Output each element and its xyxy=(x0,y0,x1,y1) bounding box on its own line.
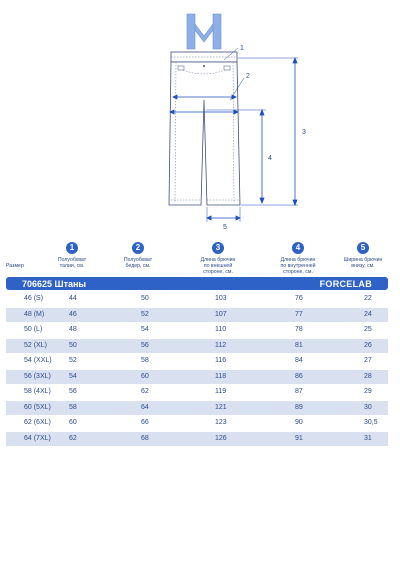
inner-length-cell: 87 xyxy=(295,388,303,395)
hem-width-cell: 28 xyxy=(364,372,372,380)
size-cell: 58 (4XL) xyxy=(24,388,51,395)
waist-cell: 58 xyxy=(69,403,77,411)
inner-length-cell: 76 xyxy=(295,295,303,302)
model-banner xyxy=(6,277,388,290)
hem-width-cell: 22 xyxy=(364,295,372,302)
hem-width-cell: 26 xyxy=(364,341,372,349)
hem-width-cell: 30,5 xyxy=(364,419,378,426)
table-row xyxy=(6,292,388,308)
table-row xyxy=(6,370,388,386)
measure-label-3: 3 xyxy=(302,129,306,136)
table-row xyxy=(6,339,388,355)
header-text: Длина брючин xyxy=(280,257,316,263)
measure-3 xyxy=(238,58,298,205)
table-row xyxy=(6,416,388,432)
table-row xyxy=(6,432,388,448)
header-number-2: 2 xyxy=(132,242,144,254)
table-row xyxy=(6,323,388,339)
header-number-3: 3 xyxy=(212,242,224,254)
hem-width-cell: 24 xyxy=(364,310,372,318)
hips-cell: 56 xyxy=(141,341,149,349)
hips-cell: 54 xyxy=(141,326,149,333)
outer-length-cell: 103 xyxy=(215,295,227,302)
measure-label-2: 2 xyxy=(246,73,250,80)
header-number-1: 1 xyxy=(66,242,78,254)
inner-length-cell: 81 xyxy=(295,341,303,349)
header-col-4 xyxy=(275,242,321,275)
size-header: Размер xyxy=(6,263,24,269)
measure-label-4: 4 xyxy=(268,155,272,162)
outer-length-cell: 119 xyxy=(215,388,227,395)
measure-5 xyxy=(207,207,240,222)
waist-cell: 50 xyxy=(69,341,77,349)
header-text: бедер, см. xyxy=(125,263,151,269)
waist-cell: 54 xyxy=(69,372,77,380)
hips-cell: 68 xyxy=(141,434,149,442)
brand-name: FORCELAB xyxy=(319,279,372,289)
outer-length-cell: 118 xyxy=(215,372,227,380)
header-text: Длина брючин xyxy=(200,257,236,263)
header-text: стороне, см. xyxy=(203,269,233,275)
hips-cell: 66 xyxy=(141,419,149,426)
outer-length-cell: 116 xyxy=(215,357,227,364)
waist-cell: 62 xyxy=(69,434,77,442)
inner-length-cell: 91 xyxy=(295,434,303,442)
waist-cell: 44 xyxy=(69,295,77,302)
model-name: 706625 Штаны xyxy=(22,279,87,289)
outer-length-cell: 126 xyxy=(215,434,227,442)
outer-length-cell: 112 xyxy=(215,341,227,349)
pants-outline xyxy=(169,62,240,205)
outer-length-cell: 123 xyxy=(215,419,227,426)
header-text: Полуобхват xyxy=(123,257,153,263)
hem-width-cell: 29 xyxy=(364,388,372,395)
hips-cell: 64 xyxy=(141,403,149,411)
size-cell: 54 (XXL) xyxy=(24,357,52,364)
inner-length-cell: 77 xyxy=(295,310,303,318)
size-cell: 48 (M) xyxy=(24,310,45,318)
hips-cell: 60 xyxy=(141,372,149,380)
waist-cell: 46 xyxy=(69,310,77,318)
header-text: внизу, см. xyxy=(351,263,375,269)
outer-length-cell: 110 xyxy=(215,326,227,333)
hem-width-cell: 31 xyxy=(364,434,372,442)
table-row xyxy=(6,401,388,417)
size-cell: 62 (6XL) xyxy=(24,419,51,426)
header-col-5 xyxy=(340,242,386,269)
hips-cell: 58 xyxy=(141,357,149,364)
size-cell: 52 (XL) xyxy=(24,341,47,349)
measure-label-5: 5 xyxy=(223,224,227,231)
inner-length-cell: 84 xyxy=(295,357,303,364)
header-text: по внешней xyxy=(203,263,233,269)
header-col-2 xyxy=(118,242,158,269)
header-text: Полуобхват xyxy=(57,257,87,263)
header-number-5: 5 xyxy=(357,242,369,254)
waist-cell: 60 xyxy=(69,419,77,426)
hem-width-cell: 30 xyxy=(364,403,372,411)
table-row xyxy=(6,385,388,401)
header-col-3 xyxy=(196,242,240,275)
inner-length-cell: 90 xyxy=(295,419,303,426)
size-cell: 56 (3XL) xyxy=(24,372,51,380)
size-cell: 64 (7XL) xyxy=(24,434,51,442)
header-text: талии, см. xyxy=(59,263,85,269)
table-row xyxy=(6,308,388,324)
inner-length-cell: 89 xyxy=(295,403,303,411)
size-table xyxy=(6,292,388,447)
header-col-1 xyxy=(52,242,92,269)
header-number-4: 4 xyxy=(292,242,304,254)
header-text: Ширина брючин xyxy=(343,257,383,263)
table-row xyxy=(6,354,388,370)
inner-length-cell: 78 xyxy=(295,326,303,333)
outer-length-cell: 107 xyxy=(215,310,227,318)
waist-cell: 52 xyxy=(69,357,77,364)
inner-length-cell: 86 xyxy=(295,372,303,380)
size-cell: 50 (L) xyxy=(24,326,43,333)
hips-cell: 50 xyxy=(141,295,149,302)
column-headers xyxy=(0,242,400,276)
header-text: стороне, см. xyxy=(283,269,313,275)
outer-length-cell: 121 xyxy=(215,403,227,411)
hips-cell: 62 xyxy=(141,388,149,395)
hem-width-cell: 25 xyxy=(364,326,372,333)
suspender-straps xyxy=(187,14,221,49)
hem-width-cell: 27 xyxy=(364,357,372,364)
size-cell: 60 (5XL) xyxy=(24,403,51,411)
measure-label-1: 1 xyxy=(240,45,244,52)
size-cell: 46 (S) xyxy=(24,295,44,302)
hips-cell: 52 xyxy=(141,310,149,318)
waist-cell: 56 xyxy=(69,388,77,395)
pants-diagram xyxy=(0,0,400,238)
waist-cell: 48 xyxy=(69,326,77,333)
header-text: по внутренней xyxy=(280,263,316,269)
